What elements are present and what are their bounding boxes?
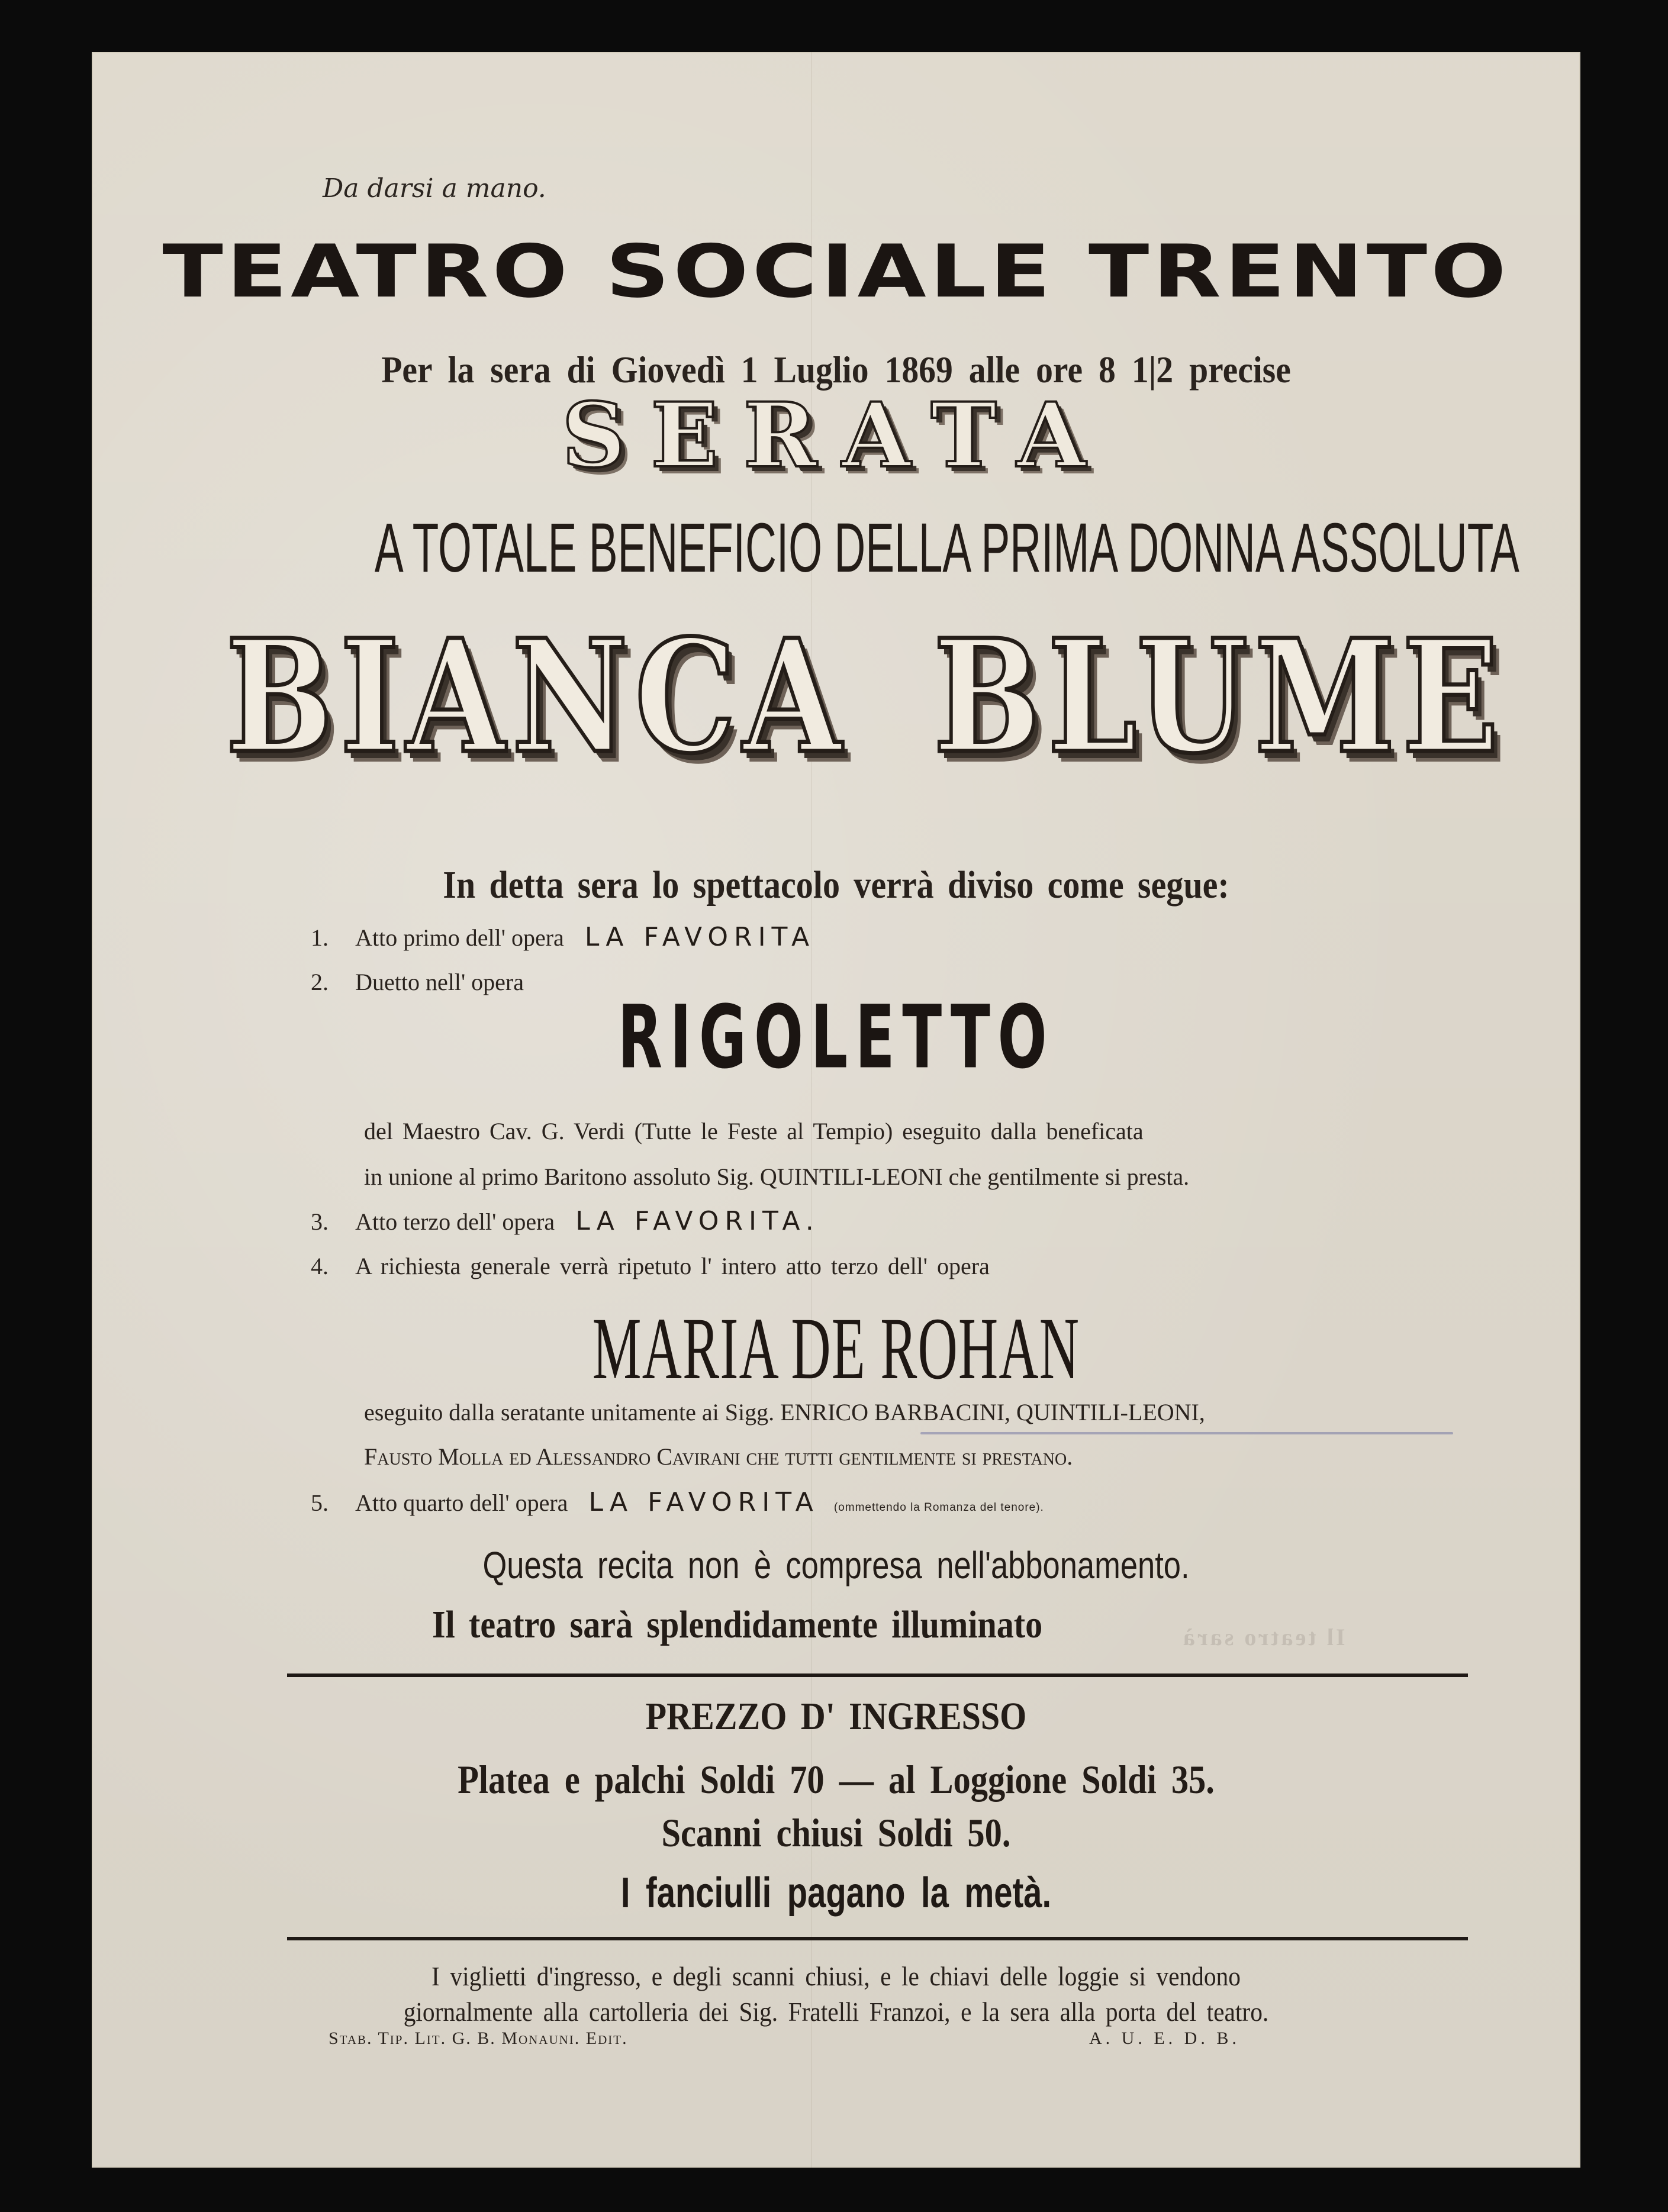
opera-name: LA FAVORITA: [588, 1487, 819, 1517]
serata-heading: SERATA: [561, 383, 1111, 488]
price-line-1: Platea e palchi Soldi 70 — al Loggione Soldi 35.: [458, 1757, 1215, 1802]
program-item-1: [311, 922, 815, 952]
maria-line-2: Fausto Molla ed Alessandro Cavirani che tutti gentilmente si prestano.: [364, 1443, 1073, 1470]
theatre-title: TEATRO SOCIALE TRENTO: [162, 230, 1510, 314]
program-item-4: [311, 1252, 990, 1280]
opera-note: (ommettendo la Romanza del tenore).: [833, 1501, 1044, 1514]
printer-credit: Stab. Tip. Lit. G. B. Monauni. Edit.: [329, 2029, 628, 2048]
maria-line-1: eseguito dalla seratante unitamente ai Sigg. ENRICO BARBACINI, QUINTILI-LEONI,: [364, 1399, 1205, 1426]
date-line: Per la sera di Giovedì 1 Luglio 1869 alle ore 8 1|2 precise: [381, 349, 1291, 391]
illuminato-line: Il teatro sarà splendidamente illuminato: [432, 1603, 1043, 1646]
item-number: 4.: [311, 1253, 329, 1279]
item-text: A richiesta generale verrà ripetuto l' intero atto terzo dell' opera: [355, 1253, 990, 1279]
approval-mark: A. U. E. D. B.: [1089, 2029, 1240, 2048]
item-number: 3.: [311, 1208, 329, 1235]
program-intro: In detta sera lo spettacolo verrà diviso come segue:: [443, 863, 1229, 907]
item-text: Atto primo dell' opera: [355, 924, 564, 951]
abbonamento-note: Questa recita non è compresa nell'abbonamento.: [482, 1544, 1190, 1587]
item-number: 1.: [311, 924, 329, 951]
price-line-2: Scanni chiusi Soldi 50.: [661, 1810, 1011, 1855]
item-number: 5.: [311, 1489, 329, 1516]
divider-bottom: [287, 1937, 1468, 1940]
program-item-3: [311, 1206, 820, 1236]
item-text: Atto terzo dell' opera: [355, 1208, 555, 1235]
children-price: I fanciulli pagano la metà.: [620, 1869, 1052, 1917]
pencil-underline: [920, 1432, 1453, 1434]
ticket-line-2: giornalmente alla cartolleria dei Sig. Fratelli Franzoi, e la sera alla porta del teatro.: [403, 1997, 1269, 2027]
item-text: Duetto nell' opera: [355, 969, 524, 995]
rigoletto-line-1: del Maestro Cav. G. Verdi (Tutte le Feste al Tempio) eseguito dalla beneficata: [364, 1118, 1144, 1144]
prezzo-heading: PREZZO D' INGRESSO: [645, 1695, 1027, 1738]
ticket-line-1: I viglietti d'ingresso, e degli scanni chiusi, e le chiavi delle loggie si vendono: [432, 1961, 1241, 1991]
rigoletto-line-2: in unione al primo Baritono assoluto Sig. QUINTILI-LEONI che gentilmente si presta.: [364, 1163, 1190, 1190]
item-text: Atto quarto dell' opera: [355, 1489, 568, 1516]
hand-note: Da darsi a mano.: [323, 173, 546, 204]
opera-name: LA FAVORITA: [584, 922, 816, 952]
show-through-text: Il teatro sarà: [1181, 1624, 1345, 1650]
artist-name: BIANCA BLUME: [226, 605, 1506, 788]
item-number: 2.: [311, 969, 329, 995]
rigoletto-heading: RIGOLETTO: [617, 987, 1055, 1089]
opera-name: LA FAVORITA.: [575, 1206, 820, 1236]
beneficio-line: A TOTALE BENEFICIO DELLA PRIMA DONNA ASSOLUTA: [374, 509, 1519, 587]
maria-heading: MARIA DE ROHAN: [592, 1300, 1080, 1398]
divider-top: [287, 1673, 1468, 1677]
poster-sheet: [92, 52, 1580, 2168]
program-item-5: [311, 1487, 1044, 1517]
